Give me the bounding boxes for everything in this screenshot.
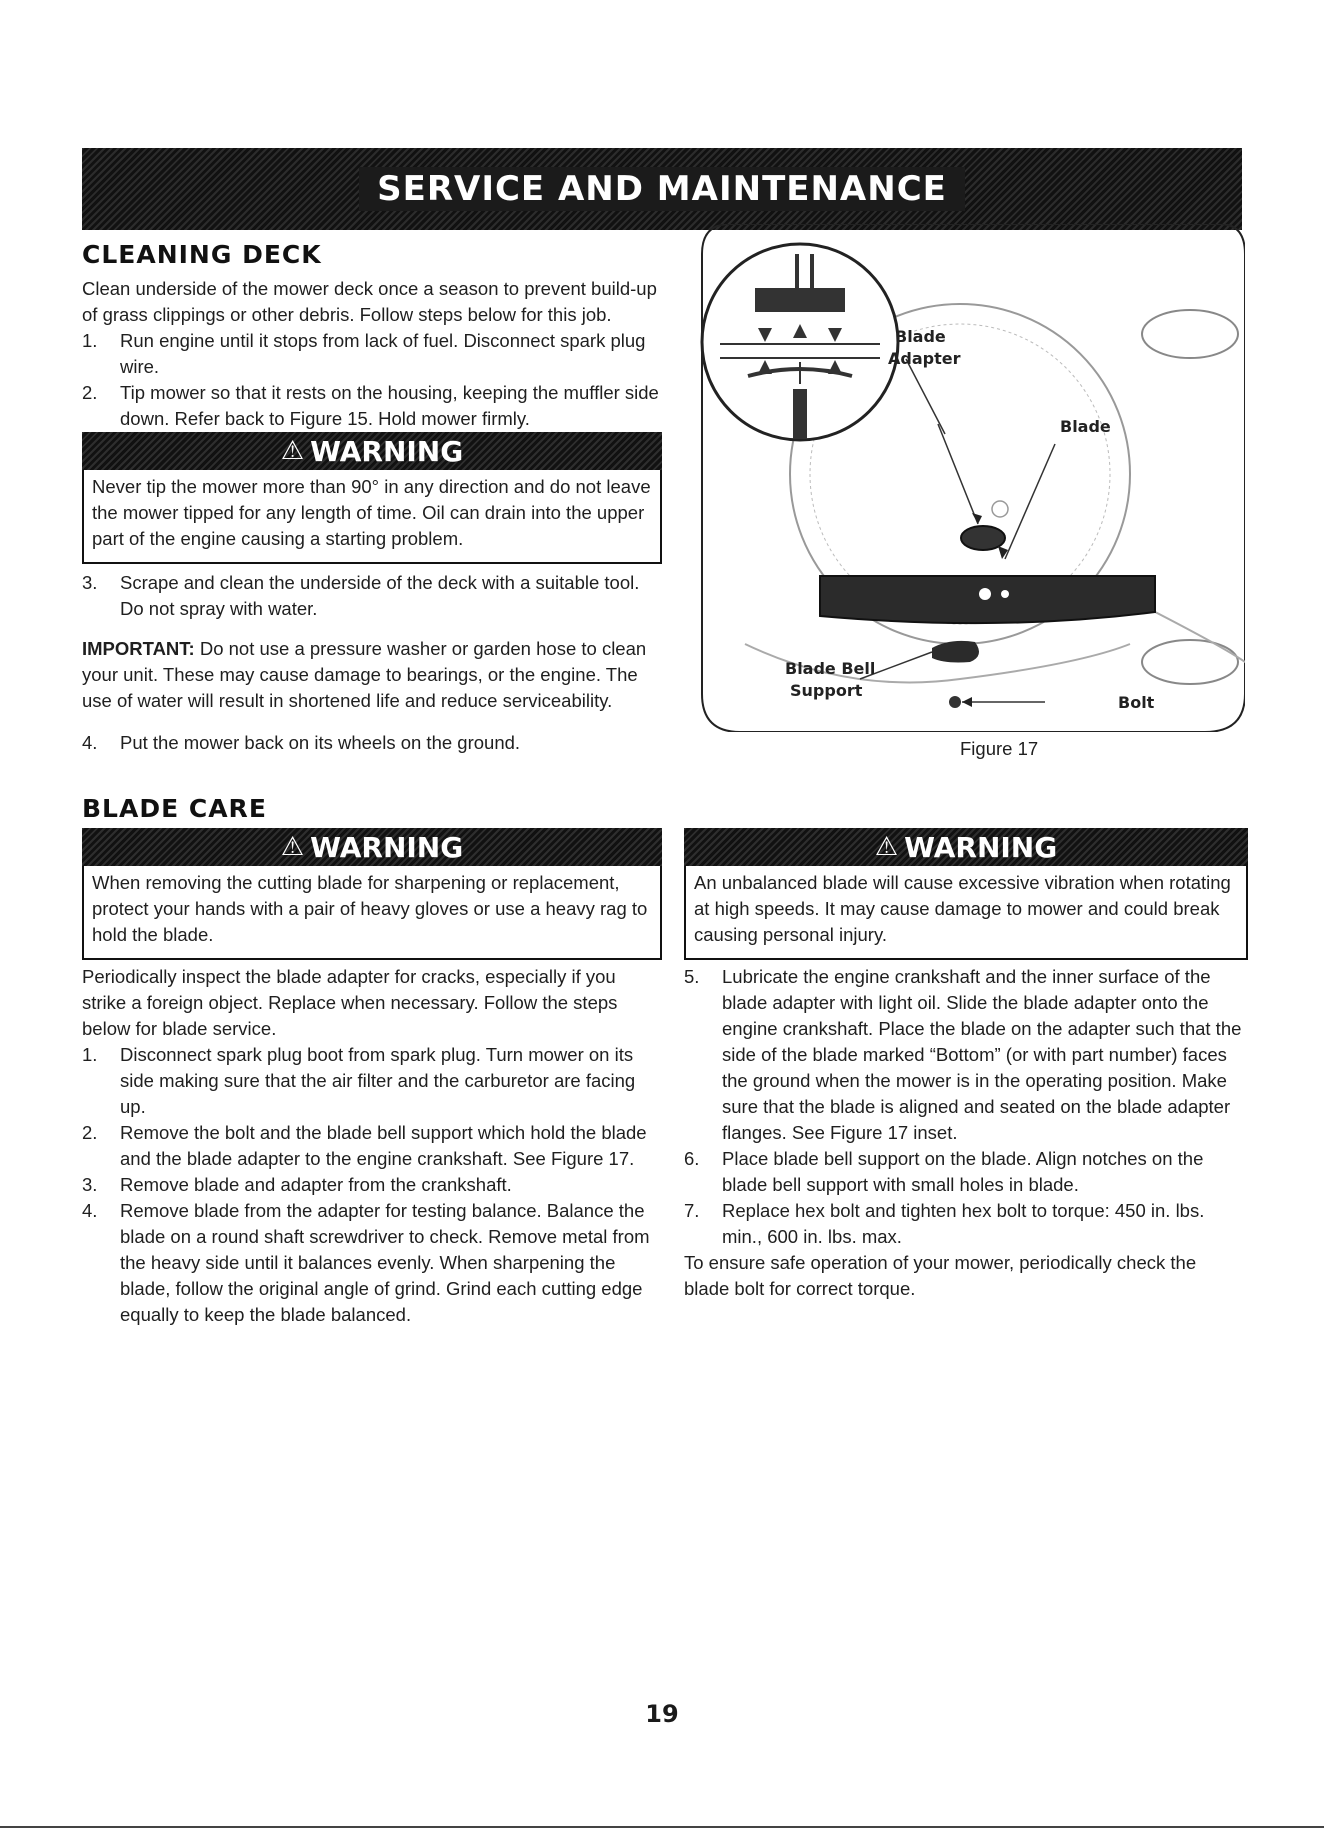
list-item: [684, 964, 1246, 1146]
blade-shape: [820, 576, 1155, 623]
warning-text: An unbalanced blade will cause excessive vibration when rotating at high speeds. It may cause damage to mower and could break causing personal injury.: [694, 872, 1231, 945]
important-note: [82, 636, 662, 714]
section-banner: [82, 148, 1242, 230]
list-item: [82, 1198, 662, 1328]
list-text: Remove blade from the adapter for testing balance. Balance the blade on a round shaft screwdriver to check. Remove metal from the heavy side until it balances evenly. When sharpening the blade, follow the original angle of grind. Grind each cutting edge equally to keep the blade balanced.: [120, 1200, 650, 1325]
warning-box-unbalanced: [684, 828, 1248, 960]
list-text: Disconnect spark plug boot from spark plug. Turn mower on its side making sure that the air filter and the carburetor are facing up.: [120, 1044, 636, 1117]
list-text: Place blade bell support on the blade. Align notches on the blade bell support with small holes in blade.: [722, 1148, 1204, 1195]
list-text: Scrape and clean the underside of the deck with a suitable tool. Do not spray with water.: [120, 572, 640, 619]
warning-header: [82, 828, 662, 866]
warning-box-tip: [82, 432, 662, 564]
blade-care-heading: BLADE CARE: [82, 794, 267, 823]
list-number: 1.: [82, 330, 98, 351]
cleaning-intro: Clean underside of the mower deck once a season to prevent build-up of grass clippings or other debris. Follow steps below for this job.: [82, 278, 657, 325]
rear-wheel: [1142, 310, 1238, 358]
front-wheel: [1142, 640, 1238, 684]
blade-assembly-illustration: [700, 224, 1245, 732]
list-text: Replace hex bolt and tighten hex bolt to torque: 450 in. lbs. min., 600 in. lbs. max.: [722, 1200, 1205, 1247]
warning-text: Never tip the mower more than 90° in any direction and do not leave the mower tipped for any length of time. Oil can drain into the upper part of the engine causing a starting problem.: [92, 476, 651, 549]
list-text: Put the mower back on its wheels on the ground.: [120, 732, 521, 753]
warning-triangle-icon: ⚠: [280, 832, 305, 862]
list-item: [82, 1120, 662, 1172]
list-item: [82, 1042, 662, 1120]
list-number: 3.: [82, 1174, 98, 1195]
blade-bell-support: [932, 641, 979, 663]
list-text: Remove the bolt and the blade bell support which hold the blade and the blade adapter to the engine crankshaft. See Figure 17.: [120, 1122, 647, 1169]
blade-care-left-block: [82, 964, 662, 1328]
list-item: [684, 1146, 1246, 1198]
list-number: 3.: [82, 572, 98, 593]
list-number: 2.: [82, 1122, 98, 1143]
list-text: Lubricate the engine crankshaft and the inner surface of the blade adapter with light oil. Slide the blade adapter onto the engine crankshaft. Place the blade on the adapter such that the side of the blade marked “Bottom” (or with part number) faces the ground when the mower is in the operating position. Make sure that the blade is aligned and seated on the blade adapter flanges. See Figure 17 inset.: [722, 966, 1242, 1143]
list-text: Remove blade and adapter from the crankshaft.: [120, 1174, 512, 1195]
page-bottom-rule: [0, 1826, 1324, 1828]
list-item: [684, 1198, 1246, 1250]
warning-triangle-icon: ⚠: [874, 832, 899, 862]
label-bell-support-1: Blade Bell: [785, 659, 876, 678]
list-number: 2.: [82, 382, 98, 403]
label-bolt: Bolt: [1118, 693, 1155, 712]
list-number: 4.: [82, 732, 98, 753]
important-text: Do not use a pressure washer or garden hose to clean your unit. These may cause damage to bearings, or the engine. The use of water will result in shortened life and reduce serviceability.: [82, 638, 647, 711]
list-number: 4.: [82, 1200, 98, 1221]
warning-header: [684, 828, 1248, 866]
warning-header: [82, 432, 662, 470]
label-bell-support-2: Support: [790, 681, 863, 700]
list-number: 7.: [684, 1200, 700, 1221]
bolt-shape: [949, 696, 961, 708]
list-text: Tip mower so that it rests on the housing, keeping the muffler side down. Refer back to Figure 15. Hold mower firmly.: [120, 382, 659, 429]
list-number: 6.: [684, 1148, 700, 1169]
cleaning-deck-heading: CLEANING DECK: [82, 240, 322, 269]
blade-care-intro: Periodically inspect the blade adapter for cracks, especially if you strike a foreign object. Replace when necessary. Follow the steps below for blade service.: [82, 966, 618, 1039]
figure-17: [700, 224, 1245, 732]
list-item: [82, 1172, 662, 1198]
figure-caption: Figure 17: [960, 738, 1039, 759]
important-label: IMPORTANT:: [82, 638, 195, 659]
cleaning-more-block: [82, 570, 662, 756]
list-number: 5.: [684, 966, 700, 987]
list-number: 1.: [82, 1044, 98, 1065]
list-item: [82, 380, 662, 432]
page-number: 19: [645, 1700, 679, 1728]
label-blade-adapter-1: Blade: [895, 327, 946, 346]
label-blade: Blade: [1060, 417, 1111, 436]
list-item: [82, 730, 662, 756]
list-item: [82, 570, 662, 622]
blade-care-closing: To ensure safe operation of your mower, periodically check the blade bolt for correct torque.: [684, 1252, 1197, 1299]
list-text: Run engine until it stops from lack of fuel. Disconnect spark plug wire.: [120, 330, 646, 377]
list-item: [82, 328, 662, 380]
section-title: SERVICE AND MAINTENANCE: [359, 167, 965, 211]
warning-title: WARNING: [904, 830, 1058, 864]
cleaning-intro-block: [82, 276, 662, 432]
warning-triangle-icon: ⚠: [280, 436, 305, 466]
warning-title: WARNING: [310, 830, 464, 864]
warning-title: WARNING: [310, 434, 464, 468]
blade-care-right-block: [684, 964, 1246, 1302]
warning-text: When removing the cutting blade for sharpening or replacement, protect your hands with a pair of heavy gloves or use a heavy rag to hold the blade.: [92, 872, 648, 945]
label-blade-adapter-2: Adapter: [888, 349, 961, 368]
warning-box-removing: [82, 828, 662, 960]
